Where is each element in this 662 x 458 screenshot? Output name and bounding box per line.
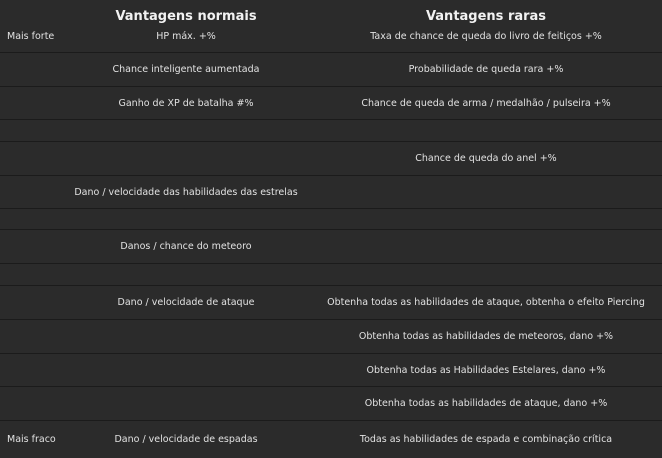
table-row: [0, 230, 662, 264]
table-row: [0, 176, 662, 209]
rare-perk: [300, 264, 662, 285]
row-label: Mais fraco: [7, 434, 56, 445]
rare-perk: [300, 120, 662, 141]
normal-perk: HP máx. +%: [156, 30, 216, 42]
rare-perk: Obtenha todas as habilidades de ataque, dano +%: [364, 398, 608, 409]
table-row: [0, 20, 662, 53]
rare-perk: [300, 176, 662, 208]
table-row: [0, 209, 662, 230]
table-row: [0, 142, 662, 176]
normal-perk: Dano / velocidade de ataque: [117, 297, 255, 308]
normal-perk: Ganho de XP de batalha #%: [118, 97, 254, 109]
table-row: [0, 87, 662, 120]
table-row: [0, 387, 662, 421]
table-row: [0, 264, 662, 286]
rare-perk: [300, 230, 662, 263]
table-row: [0, 120, 662, 142]
table-row: [0, 286, 662, 320]
table-row: [0, 421, 662, 458]
rare-perk: Chance de queda de arma / medalhão / pulseira +%: [361, 97, 611, 109]
table-row: [0, 354, 662, 387]
normal-perk: Chance inteligente aumentada: [112, 64, 260, 75]
table-row: [0, 53, 662, 87]
rare-perk: Todas as habilidades de espada e combinação crítica: [359, 434, 613, 445]
rare-perk: Taxa de chance de queda do livro de feitiços +%: [370, 30, 602, 42]
rare-perk: Probabilidade de queda rara +%: [408, 64, 564, 75]
row-label: Mais forte: [7, 30, 55, 42]
rare-perk: Obtenha todas as habilidades de ataque, obtenha o efeito Piercing: [327, 297, 645, 308]
rare-perk: Obtenha todas as Habilidades Estelares, dano +%: [366, 364, 606, 376]
normal-perk: Dano / velocidade de espadas: [114, 434, 258, 445]
rare-perk: Chance de queda do anel +%: [415, 153, 557, 164]
normal-perks-header: Vantagens normais: [115, 9, 257, 24]
normal-perk: Dano / velocidade das habilidades das estrelas: [74, 186, 298, 198]
normal-perk: Danos / chance do meteoro: [120, 241, 252, 252]
table-row: [0, 320, 662, 354]
rare-perks-header: Vantagens raras: [425, 9, 547, 24]
rare-perk: Obtenha todas as habilidades de meteoros, dano +%: [358, 331, 614, 342]
rare-perk: [300, 209, 662, 229]
